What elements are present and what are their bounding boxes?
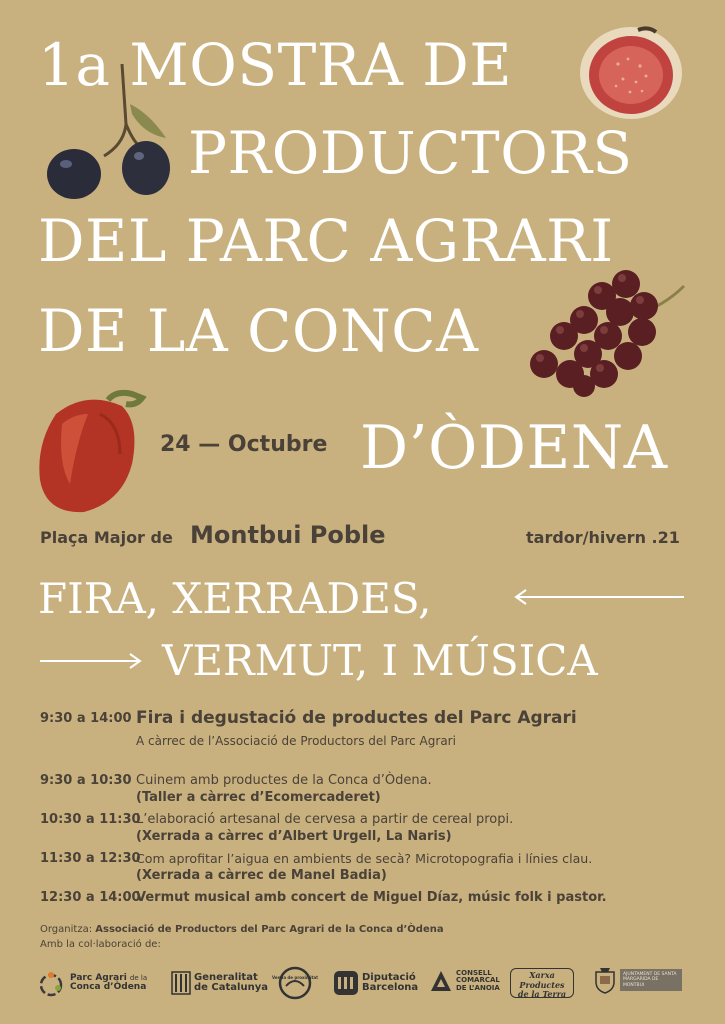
fig-illustration xyxy=(578,24,684,122)
schedule-time: 11:30 a 12:30 xyxy=(40,851,141,866)
consell-comarcal-icon xyxy=(430,970,452,992)
logo-parc-agrari xyxy=(36,968,147,998)
generalitat-icon xyxy=(172,972,190,994)
title-line-5: D’ÒDENA xyxy=(360,413,668,483)
schedule-detail: A càrrec de l’Associació de Productors del Parc Agrari xyxy=(136,734,456,748)
xarxa-text: Xarxa Productes de la Terra xyxy=(510,968,574,998)
parc-line-2: Conca d’Òdena xyxy=(70,982,147,992)
subtitle-line-2: VERMUT, I MÚSICA xyxy=(162,636,598,685)
arrow-left-icon xyxy=(512,587,686,607)
generalitat-line-2: de Catalunya xyxy=(194,982,268,993)
venda-text: Venda de proximitat xyxy=(272,975,318,980)
organizer-name: Associació de Productors del Parc Agrari de la Conca d’Òdena xyxy=(95,924,444,935)
event-date: 24 — Octubre xyxy=(160,432,328,457)
diputacio-line-1: Diputació xyxy=(362,971,416,983)
title-line-1: 1a MOSTRA DE xyxy=(38,31,513,99)
logo-ajuntament xyxy=(594,966,682,994)
schedule-title: Fira i degustació de productes del Parc Agrari xyxy=(136,708,577,728)
parc-agrari-icon xyxy=(36,968,66,998)
consell-line-3: DE L’ANOIA xyxy=(456,983,500,992)
title-line-3: DEL PARC AGRARI xyxy=(38,207,614,275)
logo-xarxa xyxy=(510,968,574,998)
schedule-title: Cuinem amb productes de la Conca d’Òdena. xyxy=(136,773,432,788)
collaboration-label: Amb la col·laboració de: xyxy=(40,939,161,950)
schedule-time: 10:30 a 11:30 xyxy=(40,812,141,827)
schedule-title: L’elaboració artesanal de cervesa a partir de cereal propi. xyxy=(136,812,514,827)
consell-line-1: CONSELL xyxy=(456,969,492,977)
schedule-time: 9:30 a 10:30 xyxy=(40,773,132,788)
diputacio-line-2: Barcelona xyxy=(362,982,419,993)
pepper-illustration xyxy=(36,384,152,516)
schedule-title: Vermut musical amb concert de Miguel Díaz, músic folk i pastor. xyxy=(136,890,607,905)
schedule-time: 9:30 a 14:00 xyxy=(40,711,132,726)
diputacio-icon xyxy=(334,971,358,995)
organizer-label: Organitza: xyxy=(40,924,93,935)
schedule-title: Com aprofitar l’aigua en ambients de secà? Microtopografia i línies clau. xyxy=(136,851,593,866)
arrow-right-icon xyxy=(38,651,144,671)
schedule-detail: (Xerrada a càrrec d’Albert Urgell, La Naris) xyxy=(136,829,452,844)
logo-consell-comarcal xyxy=(430,970,500,992)
consell-line-2: COMARCAL xyxy=(456,976,500,985)
grapes-illustration xyxy=(524,266,690,398)
logo-generalitat xyxy=(172,972,268,994)
subtitle-line-1: FIRA, XERRADES, xyxy=(38,574,432,623)
olives-illustration xyxy=(44,64,174,204)
parc-line-1: Parc Agrari xyxy=(70,972,127,983)
logo-venda-proximitat xyxy=(272,966,318,1000)
schedule-detail: (Taller a càrrec d’Ecomercaderet) xyxy=(136,790,381,805)
venda-proximitat-icon xyxy=(272,966,318,1000)
parc-de-la: de la xyxy=(129,973,148,982)
schedule-time: 12:30 a 14:00 xyxy=(40,890,141,905)
ajuntament-text: AJUNTAMENT DE SANTA MARGARIDA DE MONTBUI xyxy=(620,969,682,991)
generalitat-line-1: Generalitat xyxy=(194,971,258,983)
season-label: tardor/hivern .21 xyxy=(526,528,680,547)
title-line-4: DE LA CONCA xyxy=(38,297,479,365)
ajuntament-shield-icon xyxy=(594,966,616,994)
schedule-detail: (Xerrada a càrrec de Manel Badia) xyxy=(136,868,387,883)
place-prefix: Plaça Major de xyxy=(40,528,173,547)
organizer-line xyxy=(40,924,444,935)
title-line-2: PRODUCTORS xyxy=(188,119,633,187)
logo-diputacio xyxy=(334,971,418,995)
place-name: Montbui Poble xyxy=(190,521,386,549)
